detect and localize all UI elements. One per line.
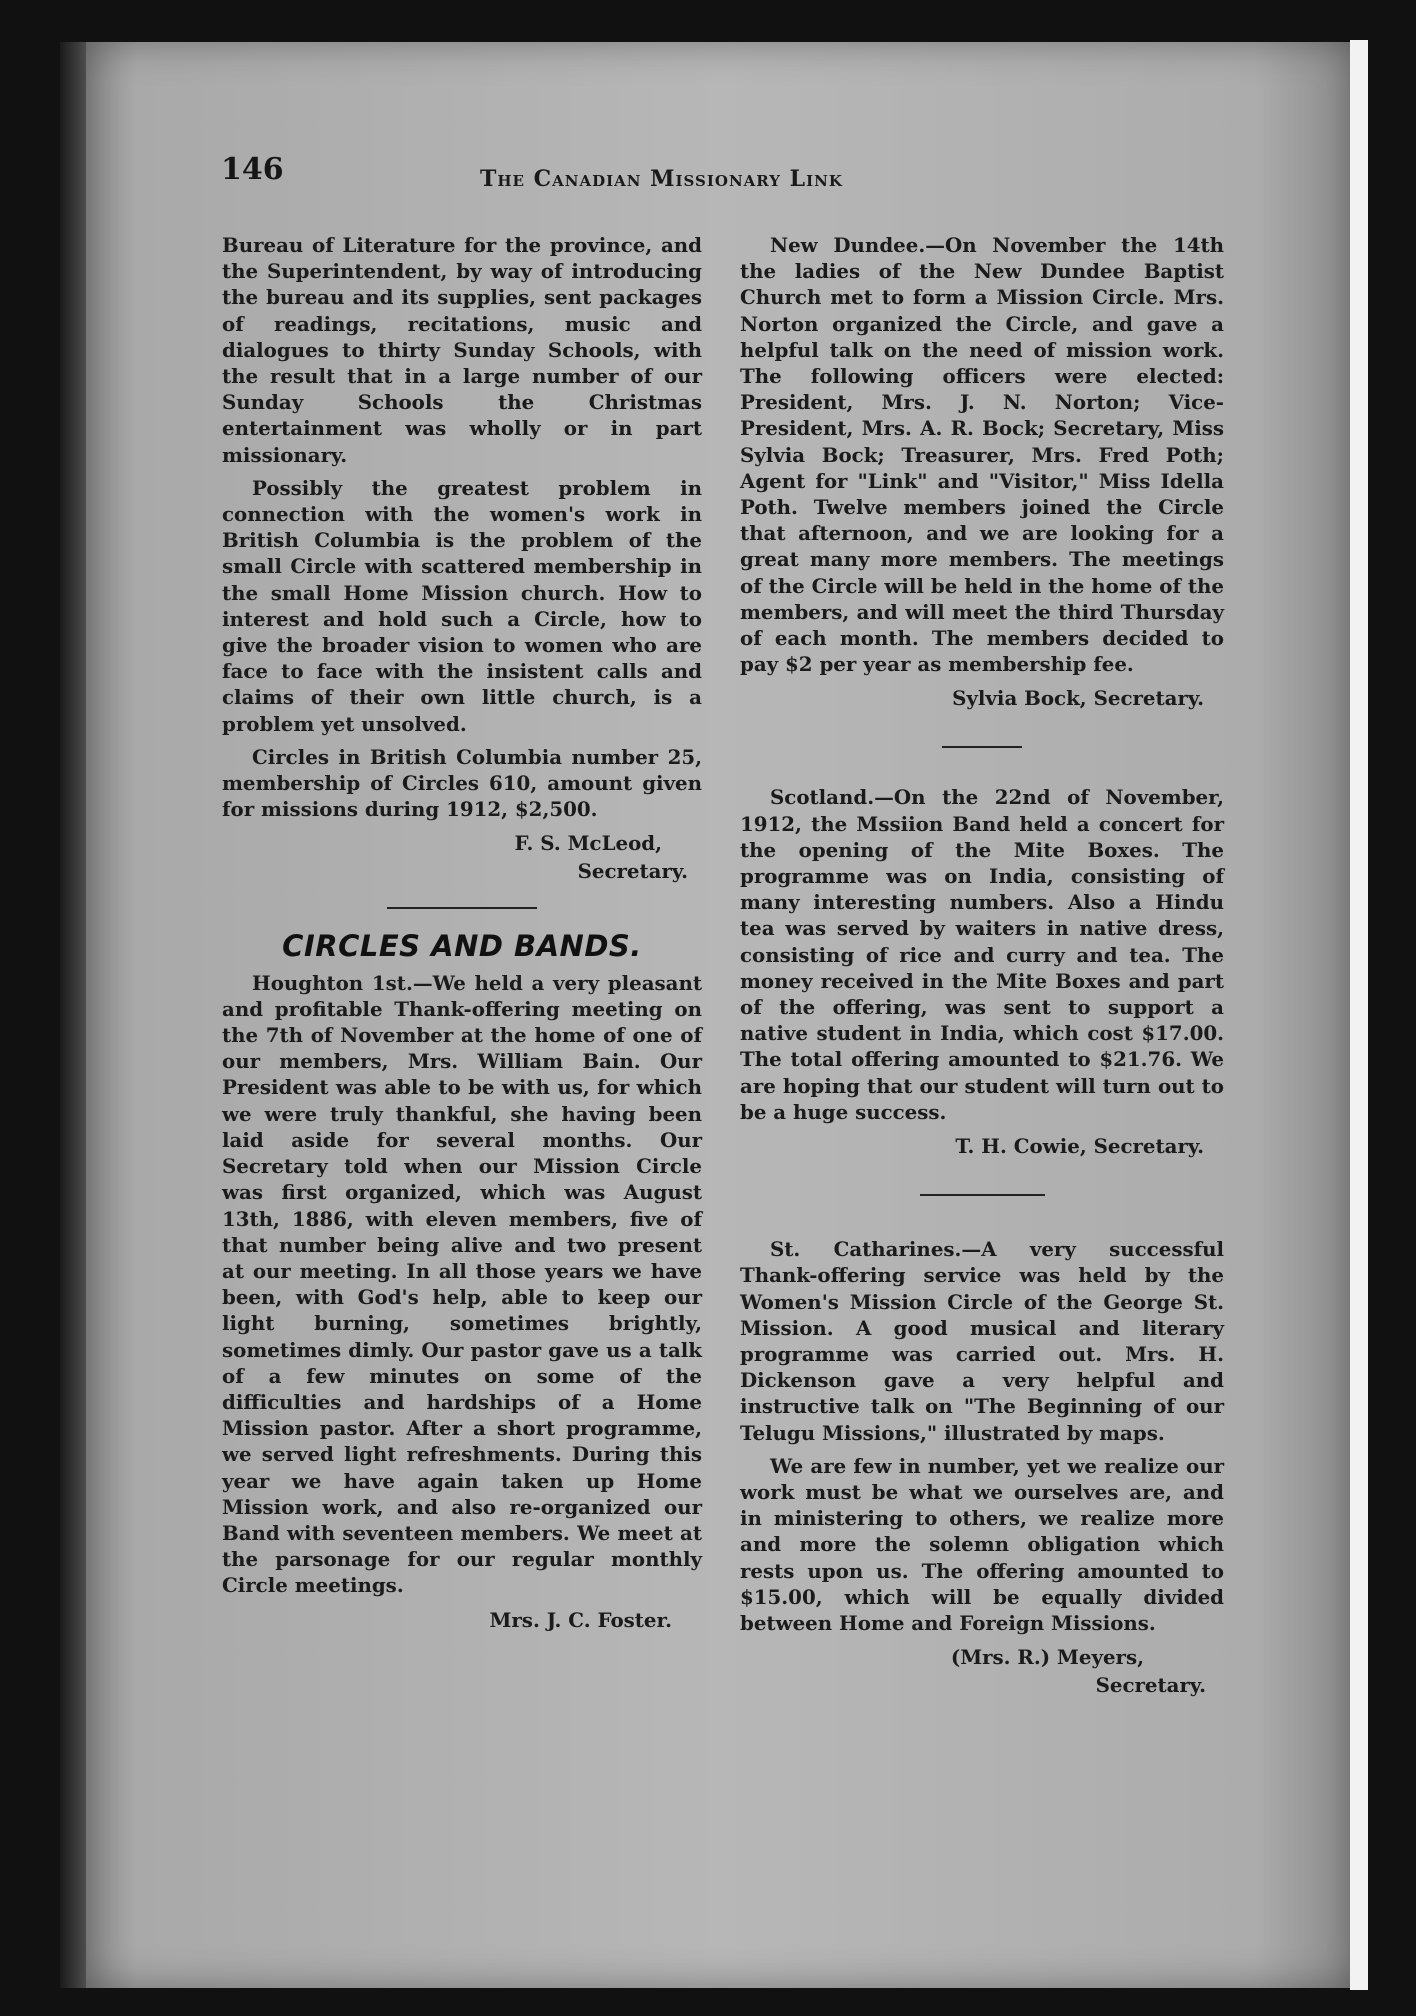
paragraph-bureau: Bureau of Literature for the province, and the Superintendent, by way of introducing the bureau and its supplies, sent packages of readings, recitations, music and dialogues to thirty Sunday Schools, with the result that in a large number of our Sunday Schools the Christmas entertainment was wholly or in part missionary. (222, 233, 702, 467)
paragraph-statistics: Circles in British Columbia number 25, membership of Circles 610, amount given for missions during 1912, $2,500. (222, 744, 702, 822)
signature-new-dundee: Sylvia Bock, Secretary. (952, 686, 1204, 711)
section-divider (387, 907, 537, 909)
page-number: 146 (221, 152, 284, 187)
signature-st-catharines-title: Secretary. (1095, 1673, 1206, 1698)
signature-title: Secretary. (577, 859, 688, 884)
running-title: The Canadian Missionary Link (480, 166, 843, 192)
signature-houghton: Mrs. J. C. Foster. (489, 1607, 672, 1632)
left-column (222, 232, 702, 1634)
divider-2 (920, 1194, 1045, 1196)
page-edge (1350, 40, 1368, 1990)
report-st-catharines: St. Catharines.—A very successful Thank-offering service was held by the Women's Mission Circle of the George St. Mission. A good musical and literary programme was carried out. Mrs. H. Dickenson gave a very helpful and instructive talk on "The Beginning of our Telugu Missions," illustrated by maps. (740, 1237, 1224, 1445)
signature-st-catharines-name: (Mrs. R.) Meyers, (950, 1645, 1144, 1670)
report-scotland: Scotland.—On the 22nd of November, 1912, the Mssiion Band held a concert for the opening of the Mite Boxes. The programme was on India, consisting of many interesting numbers. Also a Hindu tea was served by waiters in native dress, consisting of rice and curry and tea. The money received in the Mite Boxes and part of the offering, was sent to support a native student in India, which cost $17.00. The total offering amounted to $21.76. We are hoping that our student will turn out to be a huge success. (740, 785, 1224, 1124)
report-new-dundee: New Dundee.—On November the 14th the ladies of the New Dundee Baptist Church met to form a Mission Circle. Mrs. Norton organized the Circle, and gave a helpful talk on the need of mission work. The following officers were elected: President, Mrs. J. N. Norton; Vice-President, Mrs. A. R. Bock; Secretary, Miss Sylvia Bock; Treasurer, Mrs. Fred Poth; Agent for "Link" and "Visitor," Miss Idella Poth. Twelve members joined the Circle that afternoon, and we are looking for a great many more members. The meetings of the Circle will be held in the home of the members, and will meet the third Thursday of each month. The members decided to pay $2 per year as membership fee. (740, 233, 1224, 677)
report-houghton: Houghton 1st.—We held a very pleasant and profitable Thank-offering meeting on the 7th of November at the home of one of our members, Mrs. William Bain. Our President was able to be with us, for which we were truly thankful, she having been laid aside for several months. Our Secretary told when our Mission Circle was first organized, which was August 13th, 1886, with eleven members, five of that number being alive and two present at our meeting. In all those years we have been, with God's help, able to keep our light burning, sometimes brightly, sometimes dimly. Our pastor gave us a talk of a few minutes on some of the difficulties and hardships of a Home Mission pastor. After a short programme, we served light refreshments. During this year we have again taken up Home Mission work, and also re-organized our Band with seventeen members. We meet at the parsonage for our regular monthly Circle meetings. (222, 970, 702, 1598)
report-st-catharines-continued: We are few in number, yet we realize our work must be what we ourselves are, and in ministering to others, we realize more and more the solemn obligation which rests upon us. The offering amounted to $15.00, which will be equally divided between Home and Foreign Missions. (740, 1453, 1224, 1635)
signature-scotland: T. H. Cowie, Secretary. (955, 1134, 1204, 1159)
paragraph-problem: Possibly the greatest problem in connection with the women's work in British Columbia is the problem of the small Circle with scattered membership in the small Home Mission church. How to interest and hold such a Circle, how to give the broader vision to women who are face to face with the insistent calls and claims of their own little church, is a problem yet unsolved. (222, 475, 702, 736)
right-column (740, 232, 1224, 1699)
divider-1 (942, 746, 1022, 748)
signature-name: F. S. McLeod, (514, 831, 662, 856)
section-heading: CIRCLES AND BANDS. (282, 929, 642, 964)
